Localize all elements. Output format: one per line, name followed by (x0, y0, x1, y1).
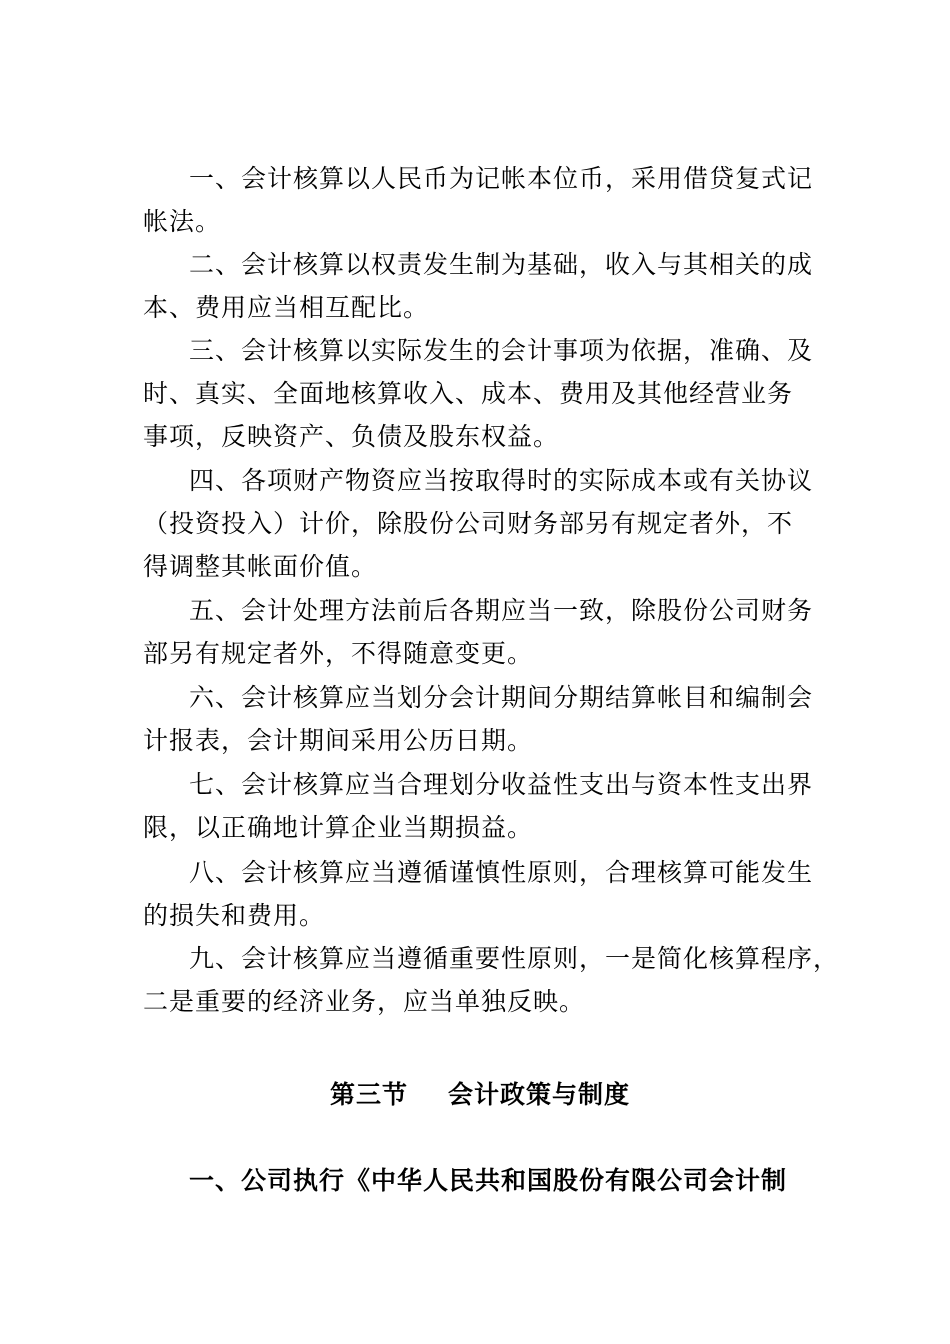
paragraph-9 (143, 937, 840, 1023)
paragraph-line: 本、费用应当相互配比。 (143, 293, 430, 322)
paragraph-5 (143, 589, 823, 675)
paragraph-7 (143, 763, 823, 849)
paragraph-1 (143, 157, 823, 243)
paragraph-2 (143, 243, 823, 329)
paragraph-line: 计报表，会计期间采用公历日期。 (143, 726, 534, 755)
paragraph-line: （投资投入）计价，除股份公司财务部另有规定者外，不 (143, 509, 794, 538)
paragraph-line: 七、会计核算应当合理划分收益性支出与资本性支出界 (189, 770, 814, 799)
section-title (330, 1073, 630, 1116)
paragraph-line: 二、会计核算以权责发生制为基础，收入与其相关的成 (189, 250, 814, 279)
paragraph-line: 四、各项财产物资应当按取得时的实际成本或有关协议 (189, 466, 814, 495)
paragraph-line: 九、会计核算应当遵循重要性原则，一是简化核算程序， (189, 944, 840, 973)
paragraph-4 (143, 459, 823, 588)
paragraph-line: 的损失和费用。 (143, 901, 326, 930)
paragraph-3 (143, 329, 823, 458)
paragraph-line: 六、会计核算应当划分会计期间分期结算帐目和编制会 (189, 683, 814, 712)
paragraph-line: 得调整其帐面价值。 (143, 552, 378, 581)
paragraph-6 (143, 676, 823, 762)
section-title-text: 会计政策与制度 (448, 1080, 631, 1109)
paragraph-line: 一、会计核算以人民币为记帐本位币，采用借贷复式记 (189, 164, 814, 193)
paragraph-line: 八、会计核算应当遵循谨慎性原则，合理核算可能发生 (189, 858, 814, 887)
paragraph-line: 限，以正确地计算企业当期损益。 (143, 813, 534, 842)
section-number: 第三节 (330, 1080, 409, 1109)
paragraph-line: 部另有规定者外，不得随意变更。 (143, 639, 534, 668)
paragraph-line: 三、会计核算以实际发生的会计事项为依据，准确、及 (189, 336, 814, 365)
paragraph-line: 帐法。 (143, 207, 222, 236)
paragraph-line: 时、真实、全面地核算收入、成本、费用及其他经营业务 (143, 379, 794, 408)
paragraph-line: 事项，反映资产、负债及股东权益。 (143, 422, 560, 451)
sub-heading: 一、公司执行《中华人民共和国股份有限公司会计制 (189, 1166, 788, 1195)
paragraph-line: 五、会计处理方法前后各期应当一致，除股份公司财务 (189, 596, 814, 625)
paragraph-8 (143, 851, 823, 937)
paragraph-line: 二是重要的经济业务，应当单独反映。 (143, 987, 586, 1016)
